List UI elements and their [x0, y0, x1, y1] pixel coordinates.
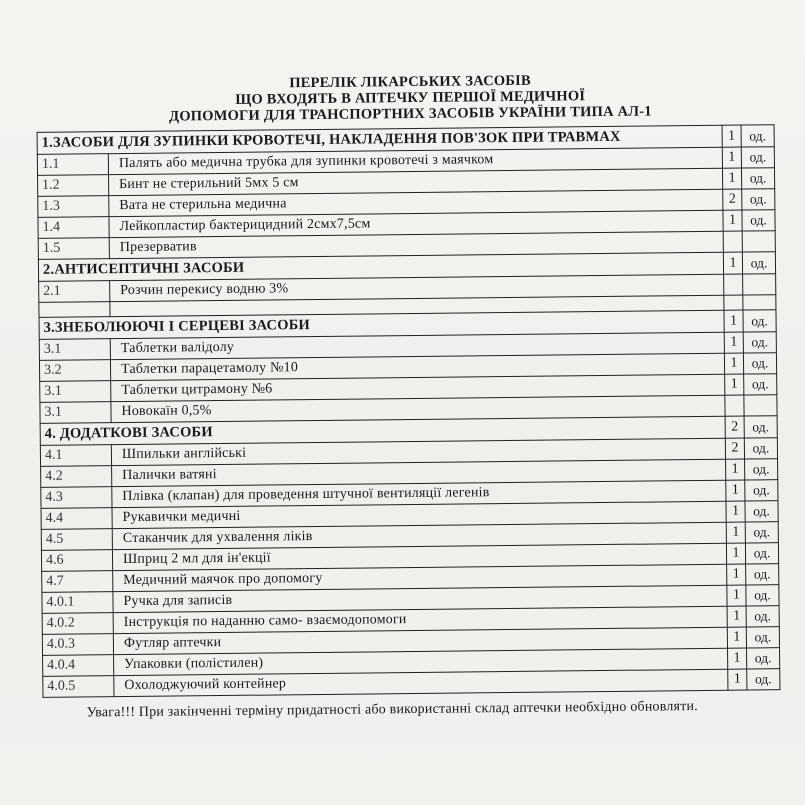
unit-cell: од. — [744, 438, 777, 459]
unit-cell: од. — [746, 627, 779, 648]
item-name: Стаканчик для ухвалення ліків — [112, 522, 726, 549]
qty-cell: 1 — [727, 585, 746, 606]
item-name: Медичний маячок про допомогу — [113, 564, 727, 591]
item-name: Охолоджуючий контейнер — [114, 669, 728, 696]
item-name: Лейкопластир бактерицидний 2смх7,5см — [109, 210, 723, 237]
unit-cell: од. — [743, 353, 776, 374]
qty-cell: 1 — [722, 168, 741, 189]
qty-cell: 2 — [725, 438, 744, 459]
item-name: Футляр аптечки — [113, 627, 727, 654]
item-name: Ручка для записів — [113, 585, 727, 612]
item-number: 4.0.5 — [43, 676, 114, 698]
item-name: Таблетки парацетамолу №10 — [110, 353, 724, 380]
section-title: 1.ЗАСОБИ ДЛЯ ЗУПИНКИ КРОВОТЕЧІ, НАКЛАДЕННЯ ПОВ'ЗОК ПРИ ТРАВМАХ — [37, 125, 722, 154]
item-number: 3.1 — [39, 339, 110, 361]
unit-cell: од. — [743, 310, 776, 332]
title-line-2: ЩО ВХОДЯТЬ В АПТЕЧКУ ПЕРШОЇ МЕДИЧНОЇ — [235, 88, 586, 108]
item-name: Інструкція по наданню само- взаємодопомоги — [113, 606, 727, 633]
qty-cell: 1 — [722, 147, 741, 168]
unit-cell: од. — [742, 252, 775, 274]
item-number: 4.3 — [41, 487, 112, 509]
qty-cell: 1 — [726, 522, 745, 543]
unit-cell: од. — [745, 459, 778, 480]
item-number: 1.5 — [38, 238, 109, 260]
unit-cell: од. — [745, 480, 778, 501]
qty-cell: 1 — [723, 210, 742, 231]
unit-cell: од. — [746, 606, 779, 627]
item-number: 1.3 — [38, 196, 109, 218]
document — [30, 70, 789, 722]
qty-cell: 1 — [727, 564, 746, 585]
item-name: Шприц 2 мл для ін'екції — [112, 543, 726, 570]
item-name: Упаковки (полістилен) — [114, 648, 728, 675]
qty-cell: 1 — [728, 669, 747, 690]
empty-cell — [743, 295, 776, 310]
item-number: 4.0.2 — [42, 613, 113, 635]
qty-cell: 1 — [728, 648, 747, 669]
item-name: Таблетки валідолу — [110, 332, 724, 359]
unit-cell — [742, 231, 775, 252]
item-number: 4.0.3 — [42, 634, 113, 656]
qty-cell: 1 — [726, 501, 745, 522]
unit-cell: од. — [742, 210, 775, 231]
item-number: 1.2 — [38, 175, 109, 197]
item-name: Розчин перекису водню 3% — [110, 274, 724, 301]
qty-cell: 1 — [724, 332, 743, 353]
item-number: 1.1 — [37, 154, 108, 176]
section-title: 4. ДОДАТКОВІ ЗАСОБИ — [40, 416, 725, 445]
qty-cell — [723, 231, 742, 252]
qty-cell: 1 — [726, 480, 745, 501]
item-number: 2.1 — [39, 281, 110, 303]
title-line-1: ПЕРЕЛІК ЛІКАРСЬКИХ ЗАСОБІВ — [289, 72, 531, 92]
item-number: 3.2 — [39, 360, 110, 382]
item-number: 4.6 — [41, 550, 112, 572]
item-number: 3.1 — [40, 402, 111, 424]
items-table — [37, 124, 781, 698]
qty-cell: 1 — [723, 252, 742, 274]
item-number: 4.4 — [41, 508, 112, 530]
item-number: 1.4 — [38, 217, 109, 239]
item-name: Новокаїн 0,5% — [111, 395, 725, 422]
qty-cell: 2 — [725, 416, 744, 438]
unit-cell — [743, 274, 776, 295]
unit-cell: од. — [744, 416, 777, 438]
section-title: 2.АНТИСЕПТИЧНІ ЗАСОБИ — [38, 252, 723, 281]
item-name: Таблетки цитрамону №6 — [111, 374, 725, 401]
item-number: 4.5 — [41, 529, 112, 551]
unit-cell: од. — [744, 374, 777, 395]
title-line-3: ДОПОМОГИ ДЛЯ ТРАНСПОРТНИХ ЗАСОБІВ УКРАЇНИ ТИПА АЛ-1 — [169, 103, 652, 125]
qty-cell: 2 — [723, 189, 742, 210]
unit-cell: од. — [745, 543, 778, 564]
qty-cell: 1 — [727, 627, 746, 648]
qty-cell: 1 — [725, 374, 744, 395]
qty-cell: 1 — [722, 125, 741, 147]
qty-cell — [724, 274, 743, 295]
item-name: Шпильки англійські — [111, 438, 725, 465]
unit-cell: од. — [742, 189, 775, 210]
footer-note: Увага!!! При закінченні терміну придатності або використанні склад аптечки необхідно обновляти. — [86, 699, 698, 721]
item-number: 4.0.4 — [43, 655, 114, 677]
unit-cell: од. — [747, 669, 780, 690]
item-number: 4.0.1 — [42, 592, 113, 614]
unit-cell: од. — [741, 168, 774, 189]
item-name: Рукавички медичні — [112, 501, 726, 528]
section-title: 3.ЗНЕБОЛЮЮЧІ І СЕРЦЕВІ ЗАСОБИ — [39, 310, 724, 339]
unit-cell: од. — [746, 564, 779, 585]
item-number: 3.1 — [40, 381, 111, 403]
qty-cell: 1 — [724, 353, 743, 374]
item-name: Бинт не стерильний 5мх 5 см — [109, 168, 723, 195]
item-name: Палички ватяні — [112, 459, 726, 486]
qty-cell: 1 — [726, 543, 745, 564]
item-name: Вата не стерильна медична — [109, 189, 723, 216]
item-number: 4.7 — [42, 571, 113, 593]
empty-cell — [724, 295, 743, 310]
unit-cell: од. — [745, 501, 778, 522]
unit-cell — [744, 395, 777, 416]
unit-cell: од. — [746, 585, 779, 606]
qty-cell: 1 — [726, 459, 745, 480]
item-name: Палять або медична трубка для зупинки кровотечі з маячком — [108, 147, 722, 174]
unit-cell: од. — [741, 147, 774, 168]
item-number: 4.2 — [41, 466, 112, 488]
unit-cell: од. — [743, 332, 776, 353]
item-number: 4.1 — [40, 445, 111, 467]
unit-cell: од. — [745, 522, 778, 543]
unit-cell: од. — [741, 125, 774, 147]
item-name: Презерватив — [109, 231, 723, 258]
qty-cell: 1 — [727, 606, 746, 627]
unit-cell: од. — [747, 648, 780, 669]
qty-cell: 1 — [724, 310, 743, 332]
empty-cell — [39, 302, 110, 318]
qty-cell — [725, 395, 744, 416]
document-title — [90, 71, 730, 126]
item-name: Плівка (клапан) для проведення штучної вентиляції легенів — [112, 480, 726, 507]
